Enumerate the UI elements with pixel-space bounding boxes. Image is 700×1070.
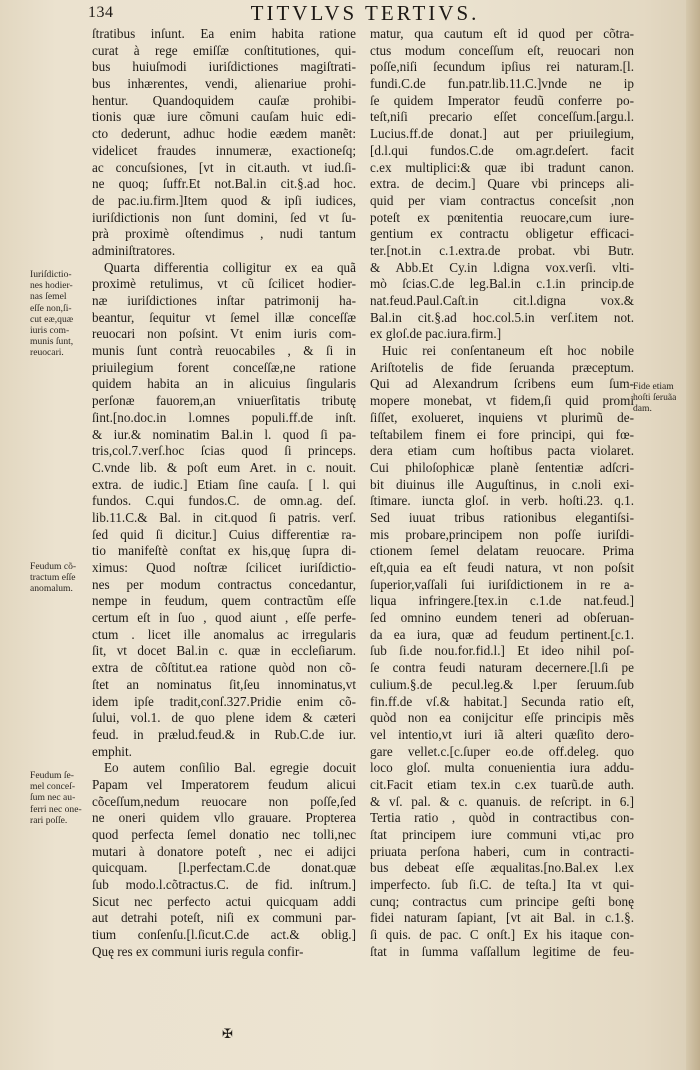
text-line: ſtratibus inſunt. Ea enim habita ratione xyxy=(92,26,356,41)
text-line: C.vnde lib. & poſt eum Aret. in c. nouit. xyxy=(92,459,356,475)
text-line: videlicet fraudes innumeræ, exactioneſq; xyxy=(92,142,356,158)
text-line: certum eſt in ſuo , quod aiunt , eſſe perfe- xyxy=(92,610,356,626)
sidenote-line: Iuriſdictio- xyxy=(30,269,72,280)
text-line: ex gloſ.de pac.iura.firm.] xyxy=(370,326,502,342)
text-line: adminiſtratores. xyxy=(92,242,176,258)
text-line: ſed omnino eundem teneri ad obſeruan- xyxy=(370,610,634,626)
text-line: mutari à donatore poteſt , nec ei adijci xyxy=(92,843,356,859)
text-line: c.ex multiplici:& quæ ibi tradunt canon. xyxy=(370,159,634,175)
sidenote-line: anomalum. xyxy=(30,583,73,595)
text-line: Eo autem conſilio Bal. egregie docuit xyxy=(104,760,356,776)
text-line: emphit. xyxy=(92,743,132,759)
text-line: Quę res ex communi iuris regula confir- xyxy=(92,943,304,959)
text-line: fundi.C.de fun.patr.lib.11.C.]vnde ne ip xyxy=(370,76,634,92)
text-line: Huic rei conſentaneum eſt hoc nobile xyxy=(382,343,634,359)
text-line: Cui philoſophicæ planè ſententiæ adſcri- xyxy=(370,459,634,475)
text-line: teſtabilem finem ei fore principi, qui fœ- xyxy=(370,426,634,442)
sidenote-line: rari poſſe. xyxy=(30,814,68,826)
text-line: ſtat in ſumma vaſſallum legitime de feu- xyxy=(370,943,634,959)
text-line: Sed iuuat tribus rationibus elegantiſsi- xyxy=(370,509,634,525)
text-line: ſe quidem Imperator feudũ conferre po- xyxy=(370,92,634,108)
text-line: gare vellet.c.[c.ſuper eo.de off.deleg. quo xyxy=(370,743,634,759)
text-line: ctionem ſemel delatam reuocare. Prima xyxy=(370,543,634,559)
text-line: Qui ad Alexandrum ſcribens eum ſum- xyxy=(370,376,634,392)
page-number: 134 xyxy=(88,4,114,21)
sidenote-line: reuocari. xyxy=(30,347,64,359)
text-line: iuriſdictionis non ſunt domini, ſed vt ſu- xyxy=(92,209,356,225)
text-line: hentur. Quandoquidem cauſæ prohibi- xyxy=(92,92,356,108)
text-line: imperfecto. ſub ſi.C. de teſta.] Ita vt qui- xyxy=(370,877,634,893)
text-line: extra. de iudic.] Etiam ſine cauſa. [ l. qui xyxy=(92,476,356,492)
text-line: ter.[not.in c.1.extra.de probat. vbi Butr. xyxy=(370,242,634,258)
sidenote-line: mel conceſ- xyxy=(30,781,76,793)
text-line: extra. de decim.] Quare vbi princeps ali- xyxy=(370,176,634,192)
text-line: bit diuinus ille Auguſtinus, in c.noli exi- xyxy=(370,476,634,492)
text-line: tio manifeſtè conſtat ex his,quę ſupra di- xyxy=(92,543,356,559)
text-line: Lucius.ff.de donat.] aut per priuilegium, xyxy=(370,126,634,142)
text-line: feud. in prælud.feud.& in Rub.C.de iur. xyxy=(92,726,356,742)
text-line: nempe in feudum, quem contractũm eſſe xyxy=(92,593,356,609)
text-line: culium.§.de pecul.leg.& l.per ſeruum.ſub xyxy=(370,676,634,692)
sidenote-fides-hosti xyxy=(633,381,676,415)
sidenote-feudum-semel xyxy=(30,770,82,826)
text-line: Tertia ratio , quòd in contractibus con- xyxy=(370,810,634,826)
text-line: & Abb.Et Cy.in l.digna vox.verſi. vlti- xyxy=(370,259,634,275)
chapter-title: TITVLVS TERTIVS. xyxy=(250,1,480,25)
sidenote-line: Fide etiam xyxy=(633,381,674,392)
text-line: perſonæ fauorem,an vniuerſitatis tributę xyxy=(92,393,356,409)
text-line: ne oneri quidem vllo grauare. Propterea xyxy=(92,810,356,826)
text-line: Papam vel Imperatorem feudum alicui xyxy=(92,776,356,792)
text-line: mò ſcias.C.de leg.Bal.in c.1.in princip.de xyxy=(370,276,634,292)
text-line: ctus modum conceſſum eſt, reuocari non xyxy=(370,42,634,58)
text-line: Ariſtotelis de fide ſeruanda præceptum. xyxy=(370,359,634,375)
sidenote-line: nes hodier- xyxy=(30,280,73,292)
text-line: lib.11.C.& Bal. in cit.quod ſi patris. verſ. xyxy=(92,509,356,525)
text-line: dera etiam cum hoſtibus pacta violaret. xyxy=(370,443,634,459)
text-line: cunq; contractus cum principe geſti bonę xyxy=(370,893,634,909)
sidenote-line: ferri nec one- xyxy=(30,803,82,815)
text-line: tium conſenſu.[l.ſicut.C.de act.& oblig.] xyxy=(92,927,356,943)
text-line: prà proximè oſtendimus , nudi tantum xyxy=(92,226,356,242)
text-line: ſint.[no.doc.in l.omnes populi.ff.de inſt. xyxy=(92,409,356,425)
text-line: ſed quid ſi dicitur.] Cuius differentiæ ra- xyxy=(92,526,356,542)
text-line: extra de cõſtitut.ea ratione quòd non cõ- xyxy=(92,660,356,676)
text-line: fundos. C.qui fundos.C. de omn.ag. deſ. xyxy=(92,493,356,509)
text-line: ctum . licet ille anomalus ac irregularis xyxy=(92,626,356,642)
text-line: reuocari non poſsint. Vt enim iuris com- xyxy=(92,326,356,342)
text-line: mopere monebat, vt fidem,ſi quid promi xyxy=(370,393,634,409)
text-line: priuilegium forent conceſſæ,ne ratione xyxy=(92,359,356,375)
text-line: proximè retulimus, vt cũ ſcilicet hodier- xyxy=(92,276,356,292)
sidenote-line: Feudum cõ- xyxy=(30,561,77,572)
text-line: cto dederunt, adhuc hodie eædem manẽt: xyxy=(92,126,356,142)
text-line: loco gloſ. multa conuenientia iura addu- xyxy=(370,760,634,776)
text-line: Bal.in cit.§.ad hoc.col.5.in verſ.item not. xyxy=(370,309,634,325)
text-line: eſt,quia ea eſt feudi natura, vt non poſsit xyxy=(370,560,634,575)
text-line: cit.Facit etiam tex.in c.ex tuarũ.de auth. xyxy=(370,776,634,792)
text-line: quidem habita an in alicuius ſingularis xyxy=(92,376,356,392)
text-line: gentium ex contractu obligetur efficaci- xyxy=(370,226,634,242)
text-line: quicquam. [l.perfectam.C.de donat.quæ xyxy=(92,860,356,876)
text-line: nat.feud.Paul.Caſt.in cit.l.digna vox.& xyxy=(370,293,634,308)
text-line: liqua infringere.[tex.in c.1.de nat.feud.] xyxy=(370,593,634,609)
text-line: cõceſſum,nedum reuocare non poſſe,ſed xyxy=(92,793,356,809)
text-line: bus debeat eſſe æqualitas.[no.Bal.ex l.ex xyxy=(370,860,634,876)
sidenote-line: tractum eſſe xyxy=(30,572,76,584)
text-line: ſub modo.l.cõtractus.C. de fid. inſtrum.] xyxy=(92,877,356,893)
text-line: bus huiuſmodi iuriſdictiones magiſtrati- xyxy=(92,59,356,75)
sidenote-line: dam. xyxy=(633,403,652,415)
text-line: poteſt ex pœnitentia reuocare,cum iure- xyxy=(370,209,634,225)
text-line: bus inhærentes, vendi, alienariue prohi- xyxy=(92,76,356,92)
sidenote-line: eſſe non,ſi- xyxy=(30,302,72,314)
text-line: ac concuſsiones, [vt in cit.auth. vt iud.ſi- xyxy=(92,159,356,175)
text-line: Sicut nec perfecto actui quicquam addi xyxy=(92,893,356,909)
sidenote-line: hoſti ſeruãa xyxy=(633,392,677,404)
text-line: fin.ff.de vſ.& habitat.] Secunda ratio eſt, xyxy=(370,693,634,709)
text-line: ſe contra feudi naturam decernere.[l.ſi pe xyxy=(370,660,634,676)
text-line: priuata perſona haberi, cum in contracti- xyxy=(370,843,634,859)
text-line: poſſe,niſi ſecundum ipſius rei naturam.[l. xyxy=(370,59,634,75)
text-line: ſuperior,vaſſali ſui iuriſdictionem in re a- xyxy=(370,576,634,592)
text-line: [d.l.qui fundos.C.de om.agr.deſert. facit xyxy=(370,142,634,158)
text-line: & iur.& nominatim Bal.in l. quod ſi pa- xyxy=(92,426,356,442)
sidenote-feudum-anomalum xyxy=(30,561,76,595)
text-line: ſtat principem iure communi vti,ac pro xyxy=(370,827,634,842)
text-line: quid per viam contractus conceſsit ,non xyxy=(370,192,634,208)
sidenote-line: cut eæ,quæ xyxy=(30,313,74,325)
text-line: de pac.iu.firm.]Item quod & ipſi iudices, xyxy=(92,192,356,208)
text-line: ſului, vol.1. de quo plene idem & cæteri xyxy=(92,710,356,726)
left-column xyxy=(92,26,356,961)
text-line: ſtimare. iuncta gloſ. in verb. hoſti.23. q.1. xyxy=(370,493,634,509)
text-line: Quarta differentia colligitur ex ea quã xyxy=(104,259,356,275)
sidenote-line: nas ſemel xyxy=(30,291,67,303)
text-line: ſit, vt docet Bal.in c. quæ in eccleſiarum. xyxy=(92,643,356,659)
text-line: vel intentio,vt iuri iã alteri quæſito dero- xyxy=(370,726,634,742)
text-line: ne quoq; ſuffr.Et not.Bal.in cit.§.ad hoc. xyxy=(92,176,356,192)
sidenote-line: munis ſunt, xyxy=(30,336,74,348)
text-line: matur, qua cautum eſt id quod per cõtra- xyxy=(370,26,634,41)
text-line: ximus: Quod noſtræ ſcilicet iuriſdictio- xyxy=(92,560,356,575)
text-line: teſt,niſi precario eſſet conceſſum.[argu.l. xyxy=(370,109,634,125)
text-line: næ iuriſdictiones inſtar patrimonij ha- xyxy=(92,293,356,308)
text-line: ſtet an nominatus ſit,ſeu innominatus,vt xyxy=(92,676,356,692)
text-line: quod perfecta ſemel donatio nec tolli,nec xyxy=(92,827,356,842)
text-line: idem ipſe tradit,conſ.327.Pridie enim cõ- xyxy=(92,693,356,709)
text-line: tionis quæ iure cõmuni cauſam huic edi- xyxy=(92,109,356,125)
text-line: fidei naturam ſapiant, [vt ait Bal. in c.1.§. xyxy=(370,910,634,926)
text-line: nes per modum contractus concedantur, xyxy=(92,576,356,592)
sidenote-line: iuris com- xyxy=(30,324,70,336)
running-head xyxy=(0,0,700,26)
text-line: da ea iura, quæ ad feudum pertinent.[c.1. xyxy=(370,626,634,642)
text-line: ſi quis. de pac. C onſt.] Ex his itaque con- xyxy=(370,927,634,943)
text-line: munis ſunt contrà reuocabiles , & ſi in xyxy=(92,343,356,359)
page-gutter xyxy=(686,0,700,1070)
text-line: aut detrahi poteſt, niſi ex communi par- xyxy=(92,910,356,926)
right-column xyxy=(370,26,634,961)
sidenote-jurisdictions xyxy=(30,269,73,359)
ornament-icon: ✠ xyxy=(222,1026,233,1041)
text-line: quòd non ea conijcitur eſſe principis mẽs xyxy=(370,710,634,726)
text-line: ſiſſet, exolueret, inquiens vt plurimũ de- xyxy=(370,409,634,425)
text-line: tris,col.7.verſ.hoc ſcias quod ſi princeps. xyxy=(92,443,356,459)
text-line: curat à rege emiſſæ conſtitutiones, qui- xyxy=(92,42,356,58)
sidenote-line: Feudum ſe- xyxy=(30,770,74,781)
sidenote-line: ſum nec au- xyxy=(30,792,76,804)
text-line: & vſ. pal. & c. quanuis. de reſcript. in 6.] xyxy=(370,793,634,809)
text-line: ſub ſi.de nou.for.fid.l.] Et ideo nihil poſ- xyxy=(370,643,634,659)
text-line: beantur, ſequitur vt ſemel illæ conceſſæ xyxy=(92,309,356,325)
text-line: mis probare,principem non poſſe iuriſdi- xyxy=(370,526,634,542)
